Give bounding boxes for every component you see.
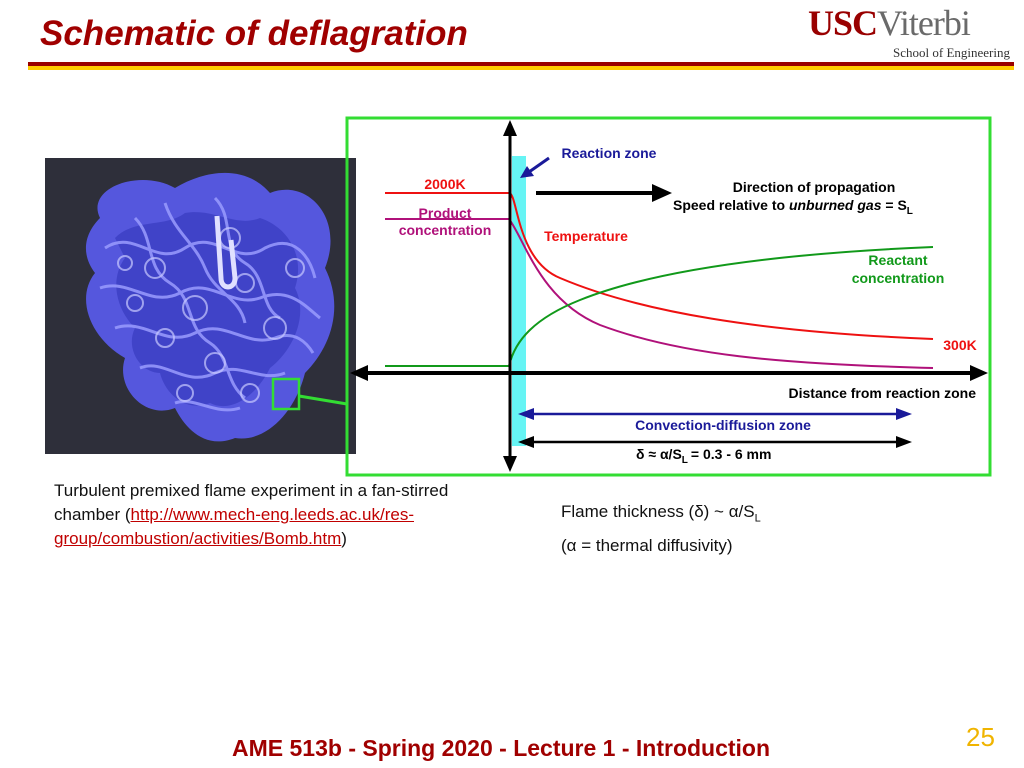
usc-viterbi-logo bbox=[808, 4, 1014, 62]
caption-close: ) bbox=[341, 529, 347, 548]
page-number: 25 bbox=[966, 722, 995, 752]
cd-arrow-right bbox=[896, 408, 912, 420]
delta-relation-label bbox=[636, 446, 771, 466]
label-300k: 300K bbox=[943, 337, 977, 353]
reactant-label-line1: Reactant bbox=[868, 252, 928, 268]
thickness-arrow-left bbox=[518, 436, 534, 448]
product-label-line2: concentration bbox=[398, 222, 492, 238]
flame-thickness-note bbox=[561, 498, 761, 560]
reactant-concentration-curve bbox=[385, 247, 933, 366]
direction-label-line2 bbox=[673, 197, 913, 217]
header-rule-gold bbox=[28, 66, 1014, 70]
thickness-subscript: L bbox=[754, 512, 761, 525]
temperature-label: Temperature bbox=[544, 228, 628, 244]
flame-image bbox=[45, 158, 356, 454]
convection-diffusion-label: Convection-diffusion zone bbox=[635, 417, 811, 433]
thickness-text: Flame thickness (δ) ~ α/S bbox=[561, 502, 755, 521]
reaction-zone-label: Reaction zone bbox=[561, 145, 657, 161]
slide-footer: AME 513b - Spring 2020 - Lecture 1 - Introduction bbox=[232, 735, 771, 761]
thickness-line bbox=[561, 498, 761, 532]
delta-subscript: L bbox=[681, 455, 688, 466]
cd-arrow-left bbox=[518, 408, 534, 420]
unburned-gas-text: unburned gas bbox=[788, 197, 882, 213]
delta-text: δ ≈ α/S bbox=[636, 446, 682, 462]
slide-title: Schematic of deflagration bbox=[40, 14, 468, 53]
caption-text: Turbulent premixed flame experiment in a fan-stirred chamber ( bbox=[54, 481, 449, 524]
delta-value: = 0.3 - 6 mm bbox=[690, 446, 772, 462]
diffusivity-line: (α = thermal diffusivity) bbox=[561, 536, 733, 556]
product-concentration-curve bbox=[385, 219, 933, 368]
reaction-zone-pointer-head bbox=[520, 166, 534, 178]
photo-caption bbox=[54, 479, 454, 551]
logo-viterbi: Viterbi bbox=[877, 3, 970, 43]
caption-link[interactable]: http://www.mech-eng.leeds.ac.uk/res-group/combustion/activities/Bomb.htm bbox=[54, 505, 414, 548]
logo-usc: USC bbox=[808, 3, 878, 43]
vertical-axis-arrow-down bbox=[503, 456, 517, 472]
flame-photo bbox=[45, 158, 356, 454]
distance-axis-label: Distance from reaction zone bbox=[788, 385, 976, 401]
distance-axis-arrow-right bbox=[970, 365, 988, 381]
vertical-axis-arrow-up bbox=[503, 120, 517, 136]
reaction-zone-band bbox=[512, 156, 526, 446]
direction-label-line1: Direction of propagation bbox=[732, 179, 896, 195]
speed-subscript: L bbox=[906, 206, 913, 217]
propagation-arrowhead bbox=[652, 184, 672, 202]
logo-wordmark bbox=[808, 4, 970, 42]
speed-equals-text: = S bbox=[885, 197, 907, 213]
label-2000k: 2000K bbox=[424, 176, 466, 192]
logo-subtitle: School of Engineering bbox=[893, 45, 1010, 60]
reactant-label-line2: concentration bbox=[851, 270, 945, 286]
product-label-line1: Product bbox=[418, 205, 472, 221]
diagram-frame bbox=[347, 118, 990, 475]
temperature-curve bbox=[385, 193, 933, 339]
speed-text: Speed relative to bbox=[673, 197, 786, 213]
thickness-arrow-right bbox=[896, 436, 912, 448]
reaction-zone-pointer bbox=[529, 158, 549, 172]
